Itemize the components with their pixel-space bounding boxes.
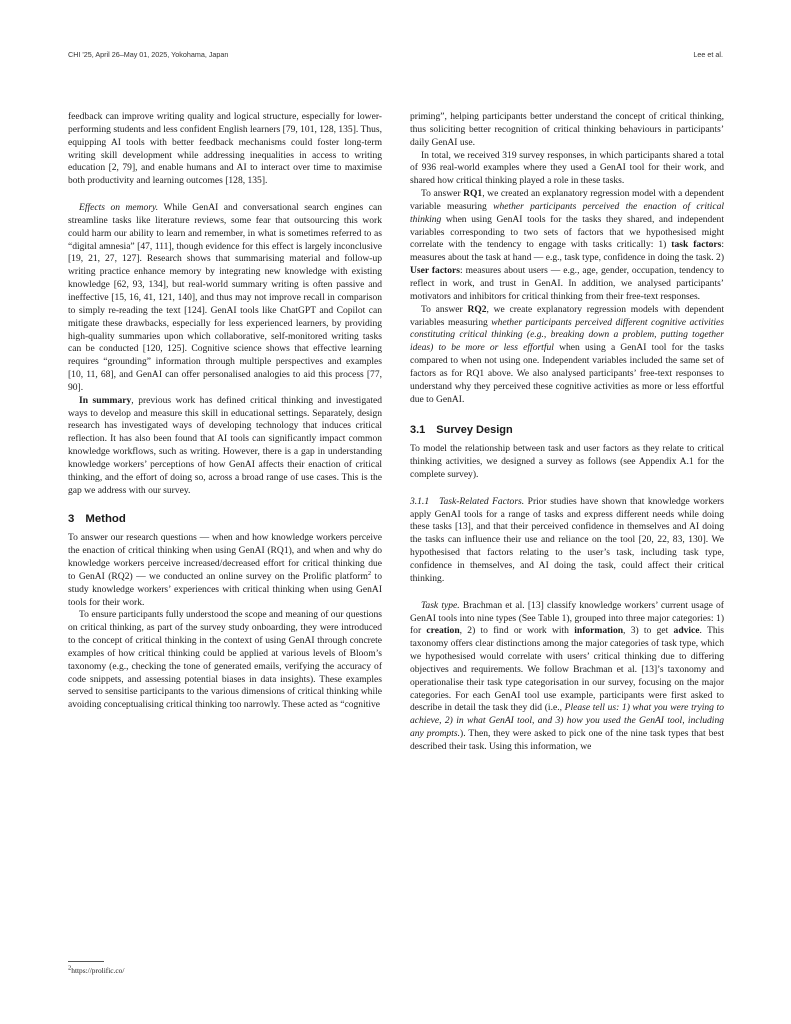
- paragraph: feedback can improve writing quality and logical structure, especially for lower-performing students and less confident English learners [79, 101, 128, 135]. Thus, equipping AI tools with better feedback mechanisms could foster long-term writing skill development while addressing inequalities in access to writing education [2, 79], and enable humans and AI to interact over time to maximise both productivity and learning outcomes [128, 135].: [68, 111, 382, 187]
- paragraph: To answer our research questions — when and how knowledge workers perceive the enaction of critical thinking when using GenAI (RQ1), and when and why do knowledge workers perceive increased/decreased effort for critical thinking due to GenAI (RQ2) — we conducted an online survey on the Prolific platform$^2$ to study knowledge workers’ experiences with critical thinking when using GenAI tools for their work.: [68, 532, 382, 608]
- header-venue: CHI '25, April 26–May 01, 2025, Yokohama, Japan: [68, 50, 229, 59]
- paragraph-task-type: Task type. Brachman et al. [13] classify knowledge workers’ current usage of GenAI tools into nine types (See Table 1), grouped into three major categories: 1) for creation, 2) to find or work with information, 3) to get advice. This taxonomy offers clear distinctions among the major categories of task type, which we hypothesised would correlate with users’ critical thinking due to differing objectives and requirements. We follow Brachman et al. [13]’s taxonomy and operationalise their task type categorisation in our survey, focusing on the major categories. For each GenAI tool use example, participants were first asked to describe in detail the task they did (i.e., Please tell us: 1) what you were trying to achieve, 2) in what GenAI tool, and 3) how you used the GenAI tool, including any prompts.). Then, they were asked to pick one of the nine task types that best described their task. Using this information, we: [410, 599, 724, 752]
- paragraph: priming”, helping participants better understand the concept of critical thinking, thus soliciting better recognition of critical thinking behaviours in participants’ daily GenAI use.: [410, 111, 724, 148]
- right-column: [410, 111, 724, 754]
- section-heading-survey-design: [410, 424, 724, 437]
- subsubsection-number: 3.1.1: [410, 495, 430, 507]
- running-header: [68, 50, 723, 59]
- section-number: 3: [68, 513, 75, 526]
- paragraph-effects-on-memory: Effects on memory. While GenAI and conversational search engines can streamline tasks like literature reviews, some fear that outsourcing this work could harm our ability to learn and remember, in what is sometimes referred to as “digital amnesia” [47, 111], though evidence for this effect is largely inconclusive [19, 21, 27, 127]. Research shows that summarising material and follow-up writing practice enhance memory by integrating new knowledge with existing knowledge [62, 93, 134], but real-world summary writing is often passive and ineffective [15, 16, 41, 121, 140], and thus may not improve recall in comparison to simply re-reading the text [124]. GenAI tools like ChatGPT and Copilot can mitigate these drawbacks, especially for less experienced learners, by providing high-quality summaries upon which collaborative, self-monitored writing tasks can be conducted [120, 125]. Cognitive science shows that effective learning requires “grounding” information through multiple perspectives and examples [10, 11, 68], and GenAI can offer personalised analogies to aid this process [77, 90].: [68, 202, 382, 393]
- section-heading-method: [68, 513, 382, 526]
- bold-heading: In summary: [79, 394, 132, 406]
- paragraph: In total, we received 319 survey responses, in which participants shared a total of 936 real-world examples where they used a GenAI tool for their work, and shared how critical thinking played a role in these tasks.: [410, 149, 724, 187]
- paragraph-task-related-factors: 3.1.1 Task-Related Factors. Prior studies have shown that knowledge workers apply GenAI tools for a range of tasks and express different needs while doing these tasks [13], and that their perceived confidence in themselves and AI doing the tasks can influence their use and reliance on the tool [20, 22, 83, 130]. We hypothesised that factors relating to the user’s task, including task type, confidence in themselves, and AI doing the task, could affect their critical thinking.: [410, 495, 725, 584]
- left-column: [68, 111, 382, 712]
- paragraph-in-summary: In summary, previous work has defined critical thinking and investigated ways to develop and measure this skill in educational settings. Separately, design research has investigated ways of developing technology that induces critical reflection. It has also been found that AI tools can significantly impact common knowledge workflows, such as writing. However, there is a gap in understanding knowledge workers’ perceptions of how GenAI affects their enaction of critical thinking, and the effort of doing so, across a broad range of use cases. This is the gap we address with our survey.: [68, 394, 382, 496]
- section-title: Method: [85, 513, 126, 526]
- subsubsection-title: Task-Related Factors.: [439, 495, 525, 507]
- section-title: Survey Design: [436, 424, 513, 437]
- paragraph: To model the relationship between task and user factors as they relate to critical thinking activities, we designed a survey as follows (see Appendix A.1 for the complete survey).: [410, 443, 724, 480]
- paragraph: To ensure participants fully understood the scope and meaning of our questions on critical thinking, as part of the survey study onboarding, they were introduced to the concept of critical thinking in the context of using GenAI through concrete examples of how critical thinking could be applied at various levels of Bloom’s taxonomy (e.g., checking the tone of generated emails, verifying the accuracy of code snippets, and assessing potential biases in data insights). These examples served to sensitise participants to the various dimensions of critical thinking while avoiding conceptualising critical thinking too narrowly. These acted as “cognitive: [68, 609, 382, 711]
- footnote-marker: 2: [367, 569, 372, 577]
- paragraph-rq1: To answer RQ1, we created an explanatory regression model with a dependent variable measuring whether participants perceived the enaction of critical thinking when using GenAI tools for the tasks they shared, and independent variables corresponding to two sets of factors that we hypothesised might correlate with the tendency to engage with tasks critically: 1) task factors: measures about the task at hand — e.g., task type, confidence in doing the task. 2) User factors: measures about users — e.g., age, gender, occupation, tendency to reflect in work, and trust in GenAI. In addition, we analysed participants’ motivators and inhibitors for critical thinking from their free-text responses.: [410, 188, 725, 302]
- footnote-link[interactable]: https://prolific.co/: [71, 966, 125, 975]
- paragraph-heading: Effects on memory.: [79, 202, 159, 214]
- paragraph-rq2: To answer RQ2, we create explanatory regression models with dependent variables measuring whether participants perceived different cognitive activities constituting critical thinking (e.g., breaking down a problem, putting together ideas) to be more or less effortful when using a GenAI tool for the tasks compared to when not using one. Independent variables included the same set of factors as for RQ1 above. We also analysed participants’ free-text responses to understand why they perceived these cognitive activities as more or less effortful due to GenAI.: [410, 303, 725, 405]
- footnote-rule: [68, 961, 104, 962]
- header-authors: Lee et al.: [693, 50, 723, 59]
- footnote-mark: 2: [68, 964, 72, 972]
- section-number: 3.1: [410, 424, 426, 437]
- footnote: [68, 966, 124, 975]
- paragraph-heading: Task type.: [421, 599, 460, 611]
